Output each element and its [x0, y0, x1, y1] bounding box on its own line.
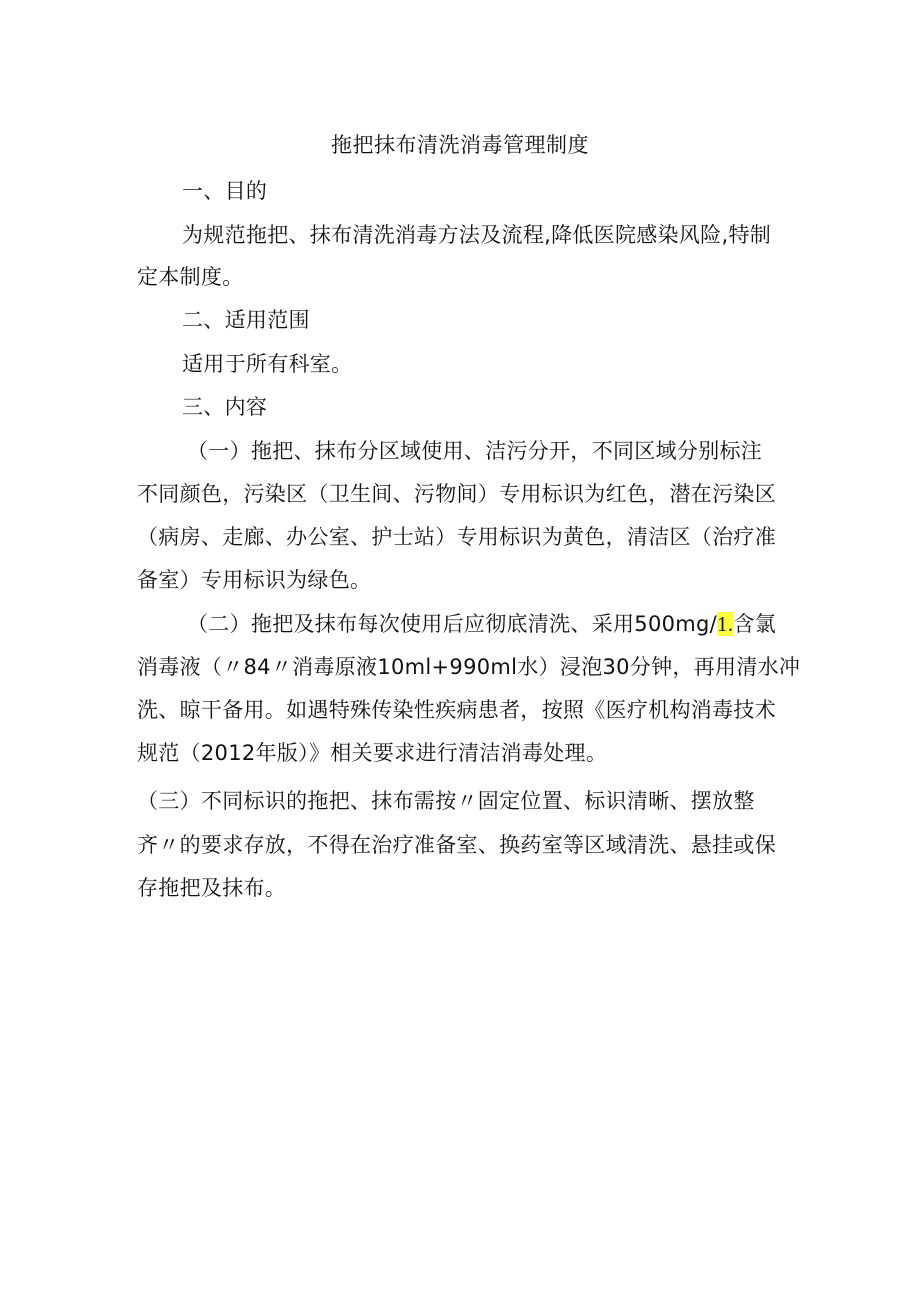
paragraph-text: （二）拖把及抹布每次使用后应彻底清洗、采用500mg/ [187, 612, 718, 636]
paragraph-line: 适用于所有科室。 [182, 352, 353, 376]
paragraph-line: 规范（2012年版）》相关要求进行清洁消毒处理。 [137, 741, 608, 765]
paragraph-line: （病房、走廊、办公室、护士站）专用标识为黄色，清洁区（治疗准 [137, 525, 776, 549]
highlighted-text: 1. [717, 612, 734, 636]
document-title: 拖把抹布清洗消毒管理制度 [331, 133, 589, 157]
paragraph-text: 含氯 [733, 612, 777, 636]
paragraph-line: 定本制度。 [137, 265, 244, 289]
paragraph-line: （三）不同标识的拖把、抹布需按〃固定位置、标识清晰、摆放整 [137, 789, 755, 813]
section-heading-scope: 二、适用范围 [182, 308, 310, 332]
section-heading-content: 三、内容 [182, 395, 268, 419]
paragraph-line: （一）拖把、抹布分区域使用、洁污分开，不同区域分别标注 [187, 439, 763, 463]
paragraph-line: 为规范拖把、抹布清洗消毒方法及流程,降低医院感染风险,特制 [182, 223, 772, 247]
paragraph-line: 齐〃的要求存放，不得在治疗准备室、换药室等区域清洗、悬挂或保 [137, 833, 776, 857]
section-heading-purpose: 一、目的 [182, 179, 268, 203]
paragraph-line: 消毒液（〃84〃消毒原液10ml+990ml水）浸泡30分钟，再用清水冲 [137, 655, 801, 679]
paragraph-line: 不同颜色，污染区（卫生间、污物间）专用标识为红色，潜在污染区 [137, 482, 776, 506]
paragraph-line: 存拖把及抹布。 [137, 876, 287, 900]
paragraph-line-with-highlight [187, 609, 847, 639]
paragraph-line: 洗、晾干备用。如遇特殊传染性疾病患者，按照《医疗机构消毒技术 [137, 698, 776, 722]
paragraph-line: 备室）专用标识为绿色。 [137, 568, 372, 592]
